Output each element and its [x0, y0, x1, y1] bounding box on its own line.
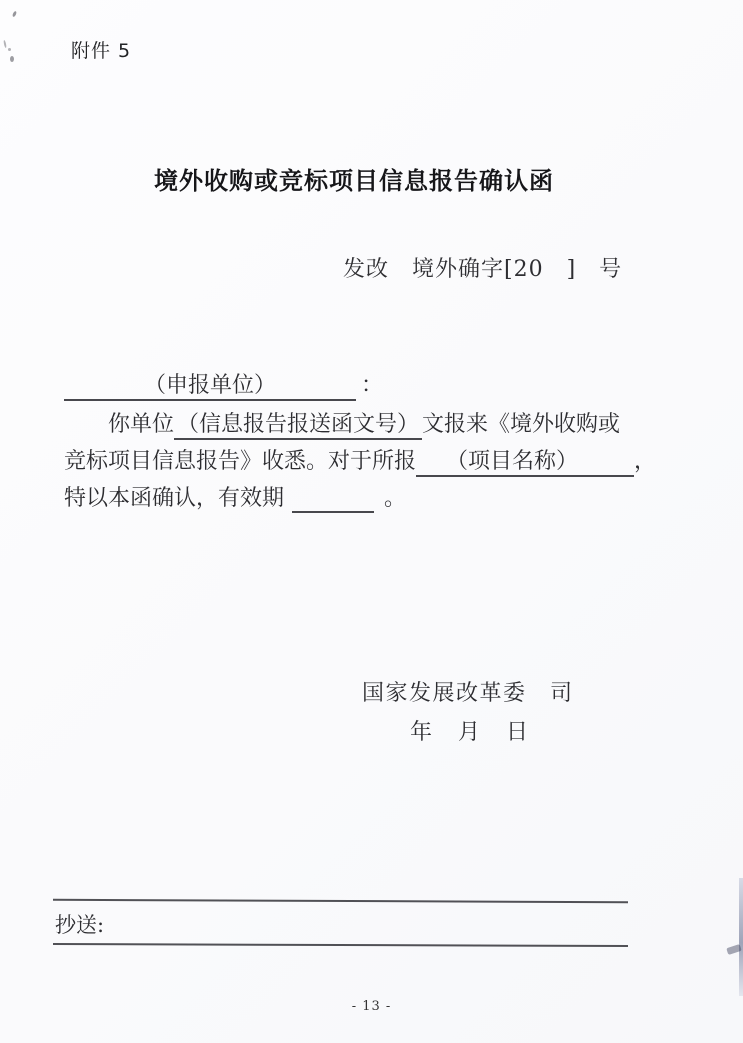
cc-label: 抄送:: [55, 913, 105, 937]
body-p3-text: 特以本函确认，有效期: [64, 486, 285, 511]
document-title: 境外收购或竞标项目信息报告确认函: [154, 167, 554, 195]
cc-divider-bottom: [53, 943, 628, 947]
body-paragraph-line-3: [64, 481, 406, 513]
body-paragraph-line-1: [64, 407, 620, 440]
salutation-line: [64, 368, 383, 401]
attachment-label: 附件 5: [71, 40, 132, 62]
body-p1-suffix: 文报来《境外收购或: [422, 412, 621, 437]
applicant-blank-field: （申报单位）: [64, 368, 356, 401]
validity-period-blank-field: [292, 486, 374, 513]
document-number: 发改 境外确字[20 ] 号: [343, 257, 623, 282]
scan-speck: [3, 40, 7, 48]
body-p3-period: 。: [384, 486, 407, 511]
signature-date-line: 年 月 日: [410, 720, 531, 745]
cc-divider-top: [53, 899, 628, 904]
project-name-blank-field: （项目名称）: [416, 444, 634, 477]
scan-speck: [12, 11, 17, 18]
scan-speck: [10, 56, 14, 62]
body-p2-comma: ，: [634, 449, 657, 474]
page-number: - 13 -: [351, 999, 392, 1014]
report-letter-number-blank-field: （信息报告报送函文号）: [174, 407, 422, 440]
body-p2-prefix: 竞标项目信息报告》收悉。对于所报: [64, 449, 417, 474]
body-paragraph-line-2: [64, 444, 656, 477]
signature-organization: 国家发展改革委 司: [362, 681, 574, 706]
scan-speck: [8, 48, 11, 51]
scan-edge-artifact: [739, 878, 743, 996]
body-p1-prefix: 你单位: [108, 412, 175, 437]
salutation-colon: ：: [361, 373, 384, 398]
